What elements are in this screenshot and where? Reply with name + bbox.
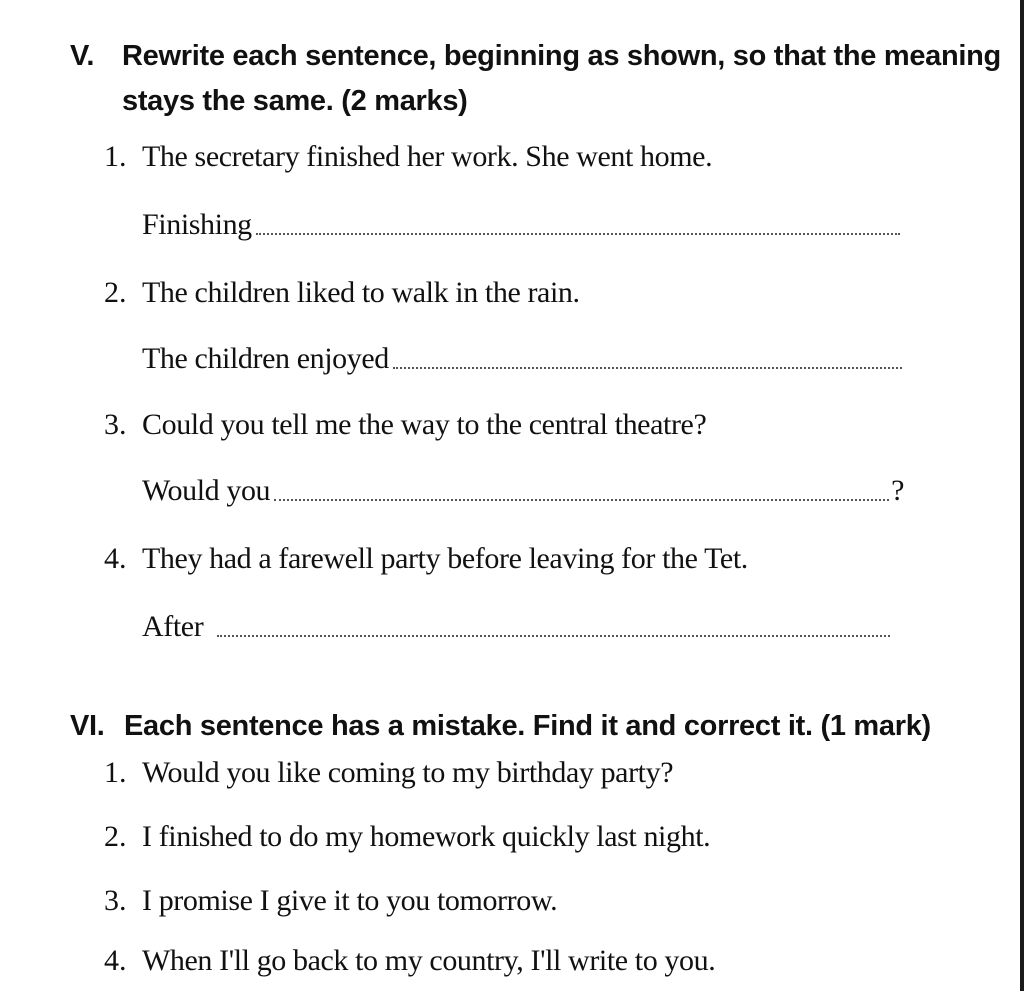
- section-v-item-1-prompt: Finishing: [142, 208, 252, 241]
- section-vi-item-1-number: 1.: [104, 756, 127, 789]
- section-v-item-4-prompt: After: [142, 610, 204, 643]
- section-vi-number: VI.: [70, 710, 105, 742]
- section-vi-item-4-number: 4.: [104, 944, 127, 977]
- section-vi-item-1-sentence: Would you like coming to my birthday party?: [142, 756, 674, 789]
- page-edge: [1020, 0, 1024, 991]
- section-vi-item-4-sentence: When I'll go back to my country, I'll write to you.: [142, 944, 716, 977]
- section-v-item-3-ending: ?: [891, 474, 904, 507]
- section-v-item-4-answer-line[interactable]: [217, 634, 890, 637]
- section-v-instruction-line2: stays the same. (2 marks): [122, 85, 468, 117]
- section-v-item-1-number: 1.: [104, 140, 127, 173]
- section-v-item-4-answer-row: [142, 610, 890, 644]
- section-vi-item-2-sentence: I finished to do my homework quickly last night.: [142, 820, 711, 853]
- section-vi-instruction: Each sentence has a mistake. Find it and correct it. (1 mark): [124, 710, 931, 742]
- section-v-item-3-answer-line[interactable]: [274, 498, 889, 501]
- section-vi-item-3-number: 3.: [104, 884, 127, 917]
- section-v-item-4-sentence: They had a farewell party before leaving for the Tet.: [142, 542, 748, 575]
- section-v-item-1-answer-row: [142, 208, 900, 242]
- section-v-item-2-number: 2.: [104, 276, 127, 309]
- section-vi-heading: [70, 704, 970, 748]
- section-v-heading: [70, 34, 1010, 124]
- section-v-item-1-answer-line[interactable]: [256, 232, 900, 235]
- section-v-item-2-sentence: The children liked to walk in the rain.: [142, 276, 580, 309]
- section-v-item-1-sentence: The secretary finished her work. She went home.: [142, 140, 713, 173]
- section-v-item-2-answer-row: [142, 342, 902, 376]
- section-v-number: V.: [70, 40, 95, 72]
- section-vi-item-3-sentence: I promise I give it to you tomorrow.: [142, 884, 558, 917]
- section-v-item-2-answer-line[interactable]: [393, 366, 902, 369]
- section-v-item-4-number: 4.: [104, 542, 127, 575]
- section-vi-item-2-number: 2.: [104, 820, 127, 853]
- section-v-item-3-sentence: Could you tell me the way to the central theatre?: [142, 408, 707, 441]
- section-v-instruction-line1: Rewrite each sentence, beginning as shown, so that the meaning: [122, 40, 1001, 72]
- section-v-item-3-answer-row: [142, 474, 904, 508]
- section-v-item-3-number: 3.: [104, 408, 127, 441]
- section-v-item-3-prompt: Would you: [142, 474, 271, 507]
- section-v-item-2-prompt: The children enjoyed: [142, 342, 389, 375]
